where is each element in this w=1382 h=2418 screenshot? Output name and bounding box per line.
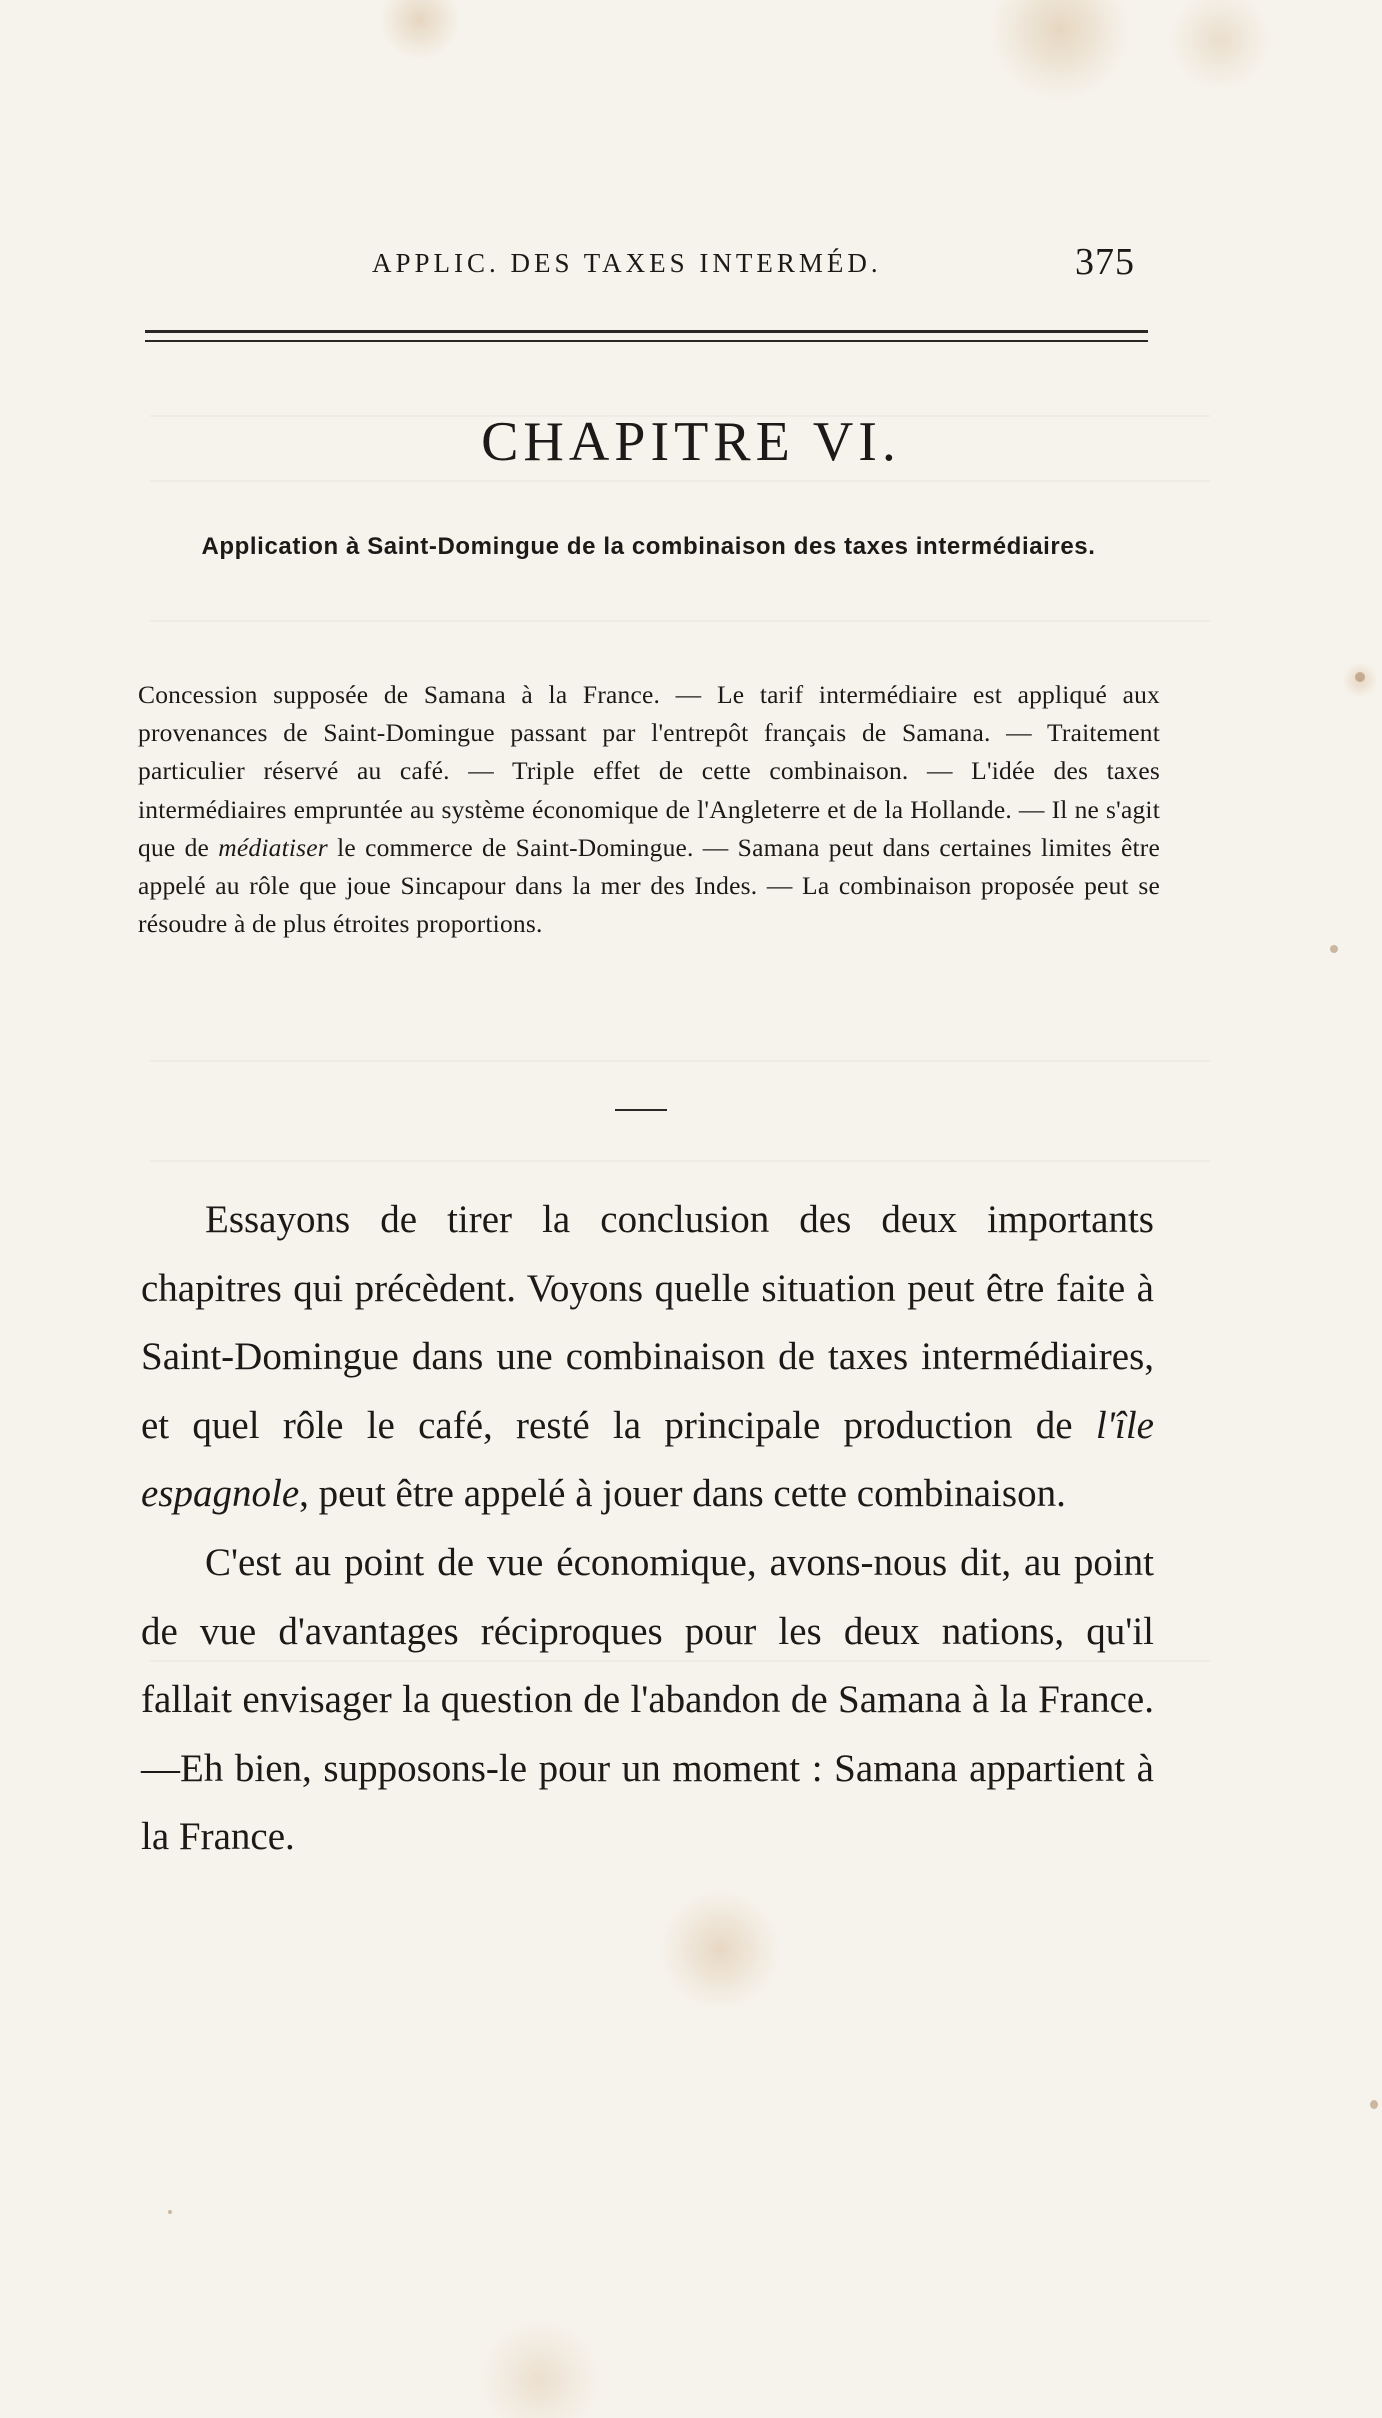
header-rule [145, 330, 1148, 333]
paper-speck [1330, 945, 1338, 953]
paper-speck [168, 2210, 172, 2214]
body-text [141, 1186, 1154, 1872]
chapter-subtitle: Application à Saint-Domingue de la combinaison des taxes intermédiaires. [201, 533, 1096, 560]
paper-speck [1355, 672, 1365, 682]
summary-text: Concession supposée de Samana à la France. — Le tarif intermédiaire est appliqué aux provenances de Saint-Domingue passant par l'entrepôt français de Samana. — Traitement particulier réservé au café. — Triple effet de cette combinaison. — L'idée des taxes intermédiaires empruntée au système économique de l'Angleterre et de la Hollande. — Il ne s'agit que de [138, 680, 1160, 862]
paragraph-text: , peut être appelé à jouer dans cette combinaison. [299, 1472, 1066, 1516]
summary-text: le commerce de Saint-Domingue. — Samana peut dans certaines limites être appelé au rôle que joue Sincapour dans la mer des Indes. — La combinaison proposée peut se résoudre à de plus étroites proportions. [138, 832, 1160, 939]
paragraph-italic: l'île espagnole [141, 1403, 1154, 1516]
section-divider [615, 1109, 667, 1111]
header-rule [145, 340, 1148, 342]
bleed-through-line [150, 480, 1210, 482]
bleed-through-line [150, 620, 1210, 622]
paragraph-text: Essayons de tirer la conclusion des deux importants chapitres qui précèdent. Voyons quelle situation peut être faite à Saint-Domingue dans une combinaison de taxes intermédiaires, et quel rôle le café, resté la principale production de [141, 1198, 1154, 1447]
chapter-title: CHAPITRE VI. [481, 411, 901, 473]
summary-italic: médiatiser [218, 832, 328, 862]
running-head: APPLIC. DES TAXES INTERMÉD. [372, 248, 882, 278]
paper-speck [1370, 2100, 1378, 2109]
bleed-through-line [150, 1160, 1210, 1162]
paragraph: C'est au point de vue économique, avons-nous dit, au point de vue d'avantages réciproques pour les deux nations, qu'il fallait envisager la question de l'abandon de Samana à la France. —Eh bien, supposons-le pour un moment : Samana appartient à la France. [141, 1540, 1154, 1859]
paragraph [141, 1186, 1154, 1529]
page-number: 375 [1075, 241, 1135, 283]
chapter-summary [138, 676, 1160, 943]
bleed-through-line [150, 1060, 1210, 1062]
